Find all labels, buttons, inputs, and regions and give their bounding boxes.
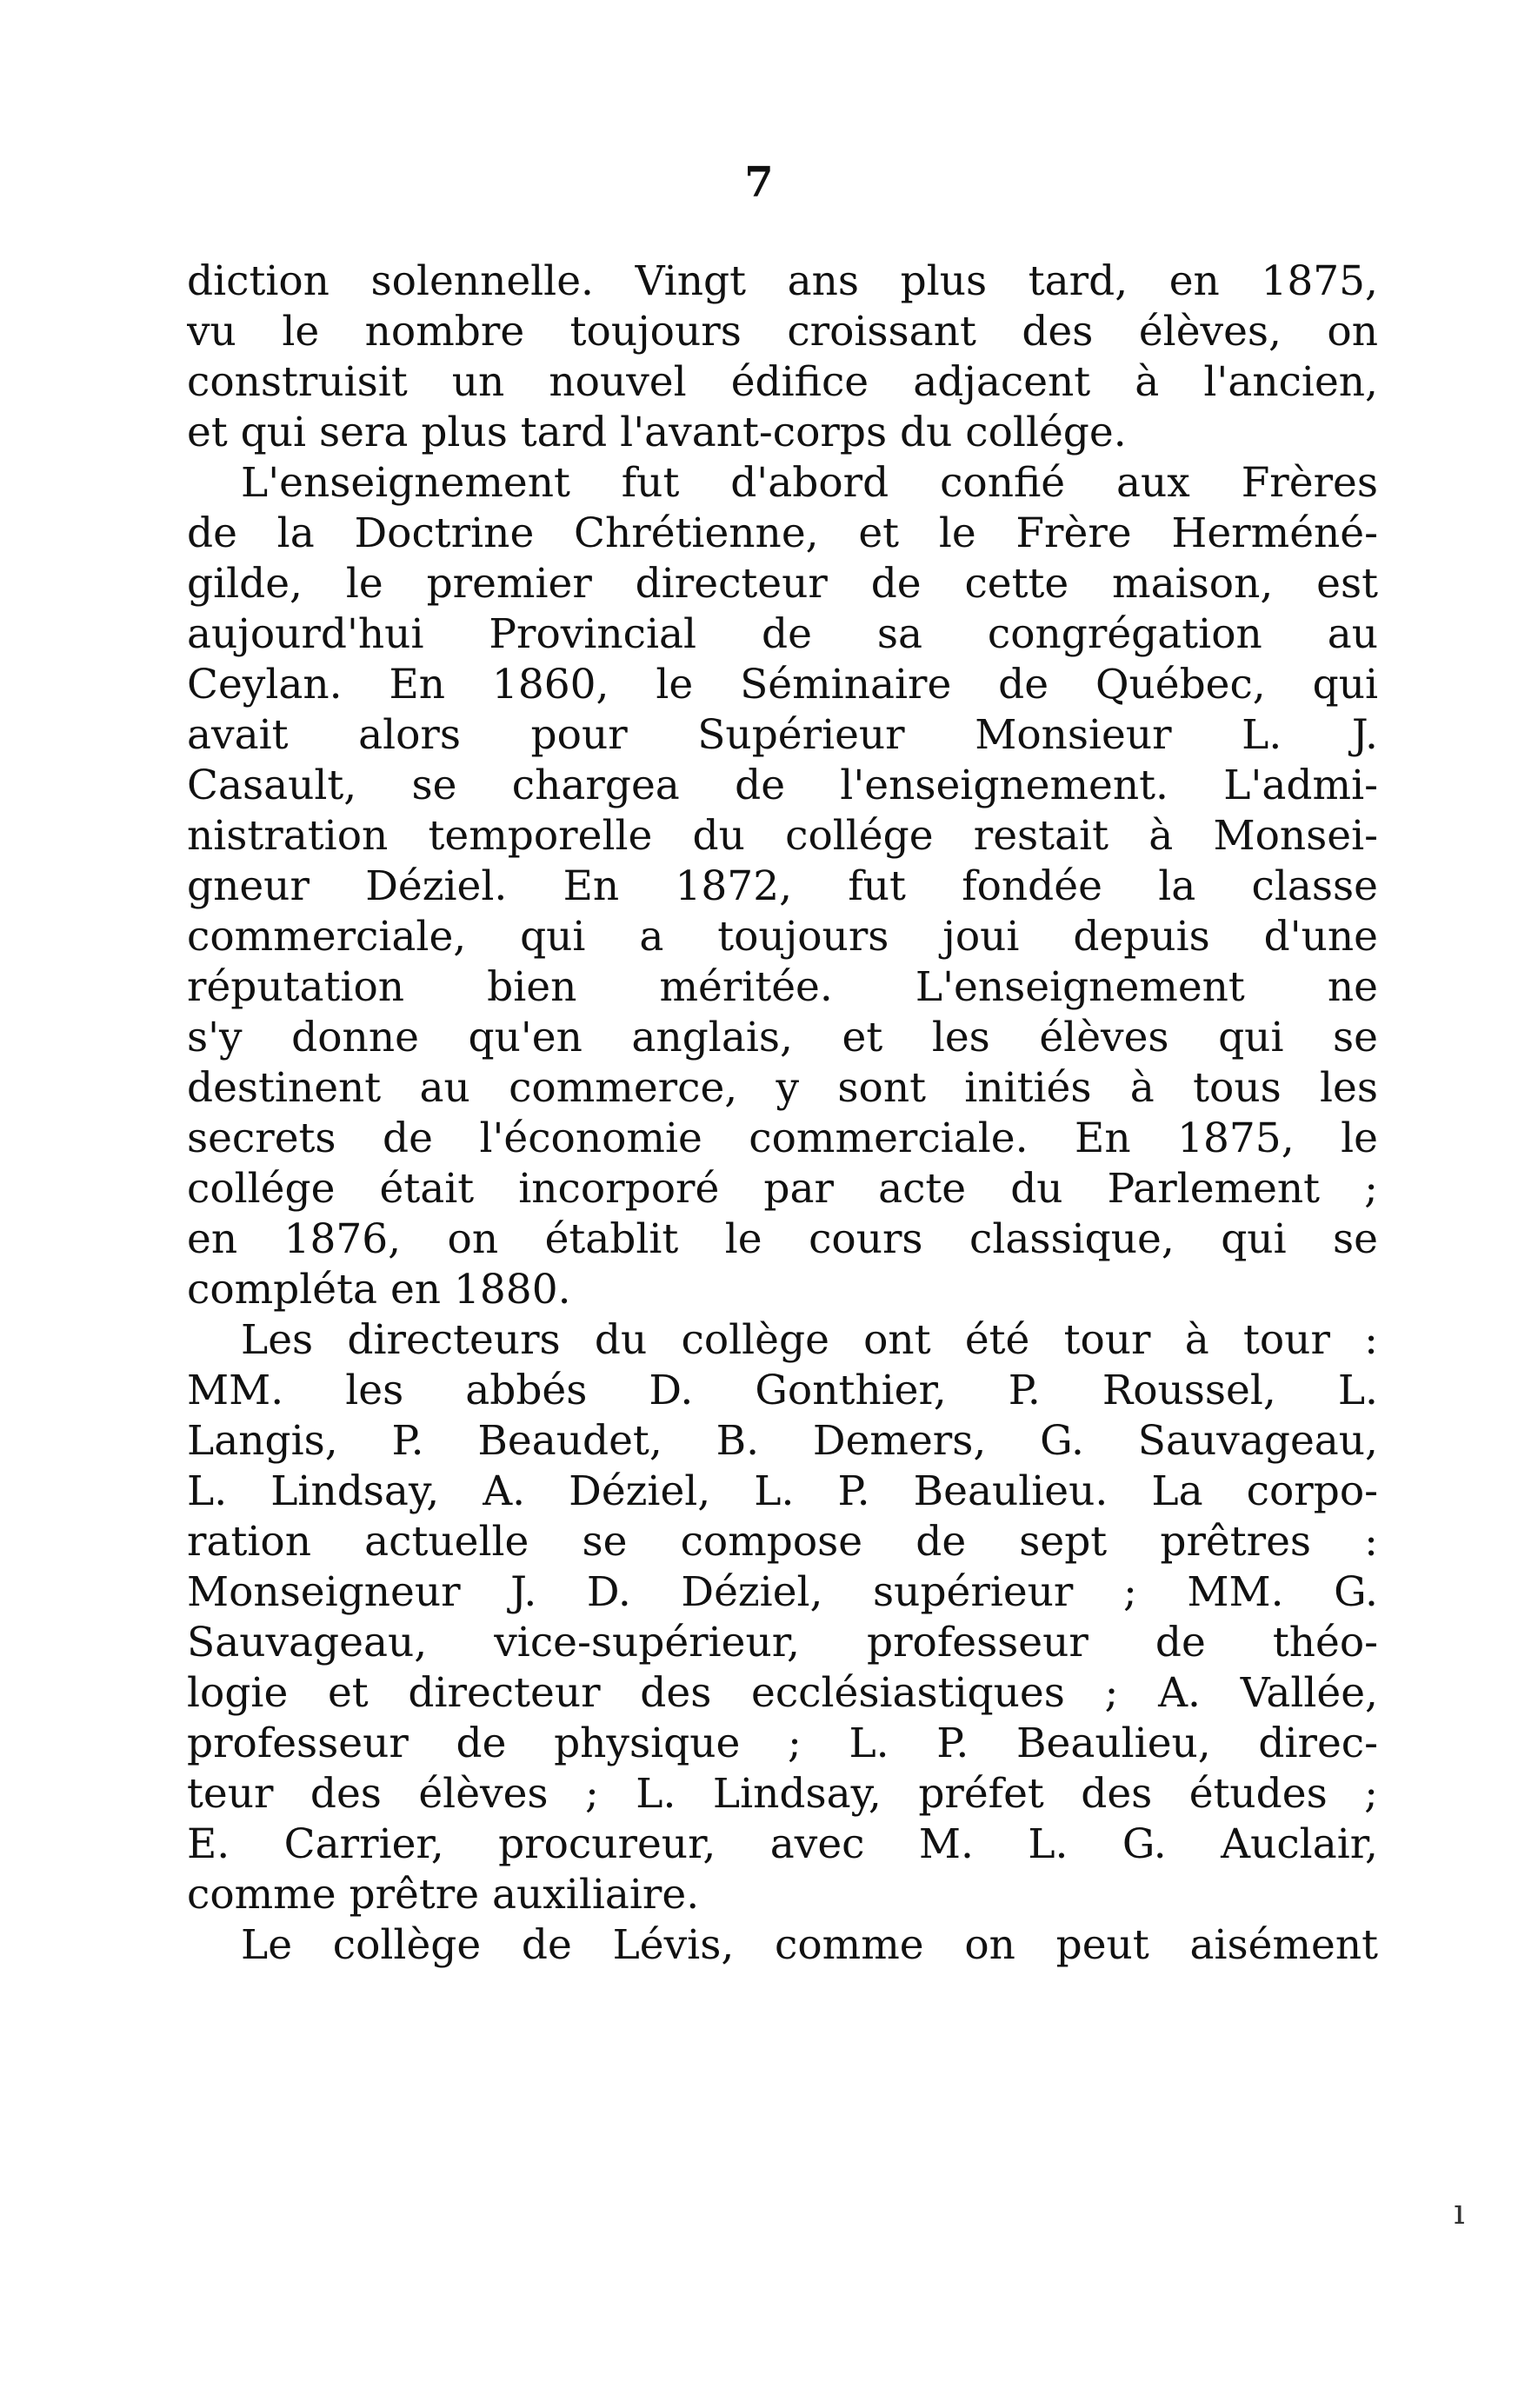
text-line: Les directeurs du collège ont été tour à tour : <box>241 1316 1378 1364</box>
stray-print-mark: ı <box>1454 2192 1465 2232</box>
text-line: nistration temporelle du collége restait à Monsei- <box>187 812 1378 860</box>
text-line: en 1876, on établit le cours classique, qui se <box>187 1215 1378 1263</box>
paragraph-2 <box>187 458 1378 1315</box>
text-line: compléta en 1880. <box>187 1266 571 1314</box>
text-line: Sauvageau, vice-supérieur, professeur de théo- <box>187 1619 1378 1666</box>
text-line: diction solennelle. Vingt ans plus tard, en 1875, <box>187 257 1378 305</box>
text-line: L. Lindsay, A. Déziel, L. P. Beaulieu. La corpo- <box>187 1467 1378 1515</box>
text-line: Monseigneur J. D. Déziel, supérieur ; MM. G. <box>187 1568 1378 1616</box>
body-text <box>187 256 1378 1971</box>
text-line: secrets de l'économie commerciale. En 1875, le <box>187 1114 1378 1162</box>
text-line: commerciale, qui a toujours joui depuis d'une <box>187 913 1378 961</box>
text-line: Le collège de Lévis, comme on peut aisément <box>241 1921 1378 1969</box>
text-line: Langis, P. Beaudet, B. Demers, G. Sauvageau, <box>187 1417 1378 1465</box>
text-line: vu le nombre toujours croissant des élèves, on <box>187 308 1378 356</box>
text-line: E. Carrier, procureur, avec M. L. G. Auclair, <box>187 1820 1378 1868</box>
text-line: collége était incorporé par acte du Parlement ; <box>187 1165 1378 1213</box>
paragraph-1 <box>187 256 1378 458</box>
text-line: gilde, le premier directeur de cette maison, est <box>187 560 1378 608</box>
text-line: avait alors pour Supérieur Monsieur L. J. <box>187 711 1378 759</box>
text-line: L'enseignement fut d'abord confié aux Frères <box>241 459 1378 507</box>
text-line: professeur de physique ; L. P. Beaulieu, direc- <box>187 1720 1378 1767</box>
text-line: logie et directeur des ecclésiastiques ; A. Vallée, <box>187 1669 1378 1717</box>
text-line: de la Doctrine Chrétienne, et le Frère Herméné- <box>187 509 1378 557</box>
page-number: 7 <box>744 158 774 207</box>
text-line: Casault, se chargea de l'enseignement. L'admi- <box>187 762 1378 809</box>
text-line: comme prêtre auxiliaire. <box>187 1871 700 1919</box>
paragraph-3 <box>187 1315 1378 1920</box>
paragraph-4 <box>187 1920 1378 1971</box>
text-line: destinent au commerce, y sont initiés à tous les <box>187 1064 1378 1112</box>
text-line: gneur Déziel. En 1872, fut fondée la classe <box>187 862 1378 910</box>
text-line: s'y donne qu'en anglais, et les élèves qui se <box>187 1014 1378 1061</box>
text-line: aujourd'hui Provincial de sa congrégation au <box>187 610 1378 658</box>
text-line: MM. les abbés D. Gonthier, P. Roussel, L. <box>187 1367 1378 1414</box>
text-line: ration actuelle se compose de sept prêtres : <box>187 1518 1378 1566</box>
text-line: Ceylan. En 1860, le Séminaire de Québec, qui <box>187 661 1378 708</box>
text-line: teur des élèves ; L. Lindsay, préfet des études ; <box>187 1770 1378 1818</box>
text-line: construisit un nouvel édifice adjacent à l'ancien, <box>187 358 1378 406</box>
text-line: réputation bien méritée. L'enseignement ne <box>187 963 1378 1011</box>
text-line: et qui sera plus tard l'avant-corps du collége. <box>187 409 1127 456</box>
